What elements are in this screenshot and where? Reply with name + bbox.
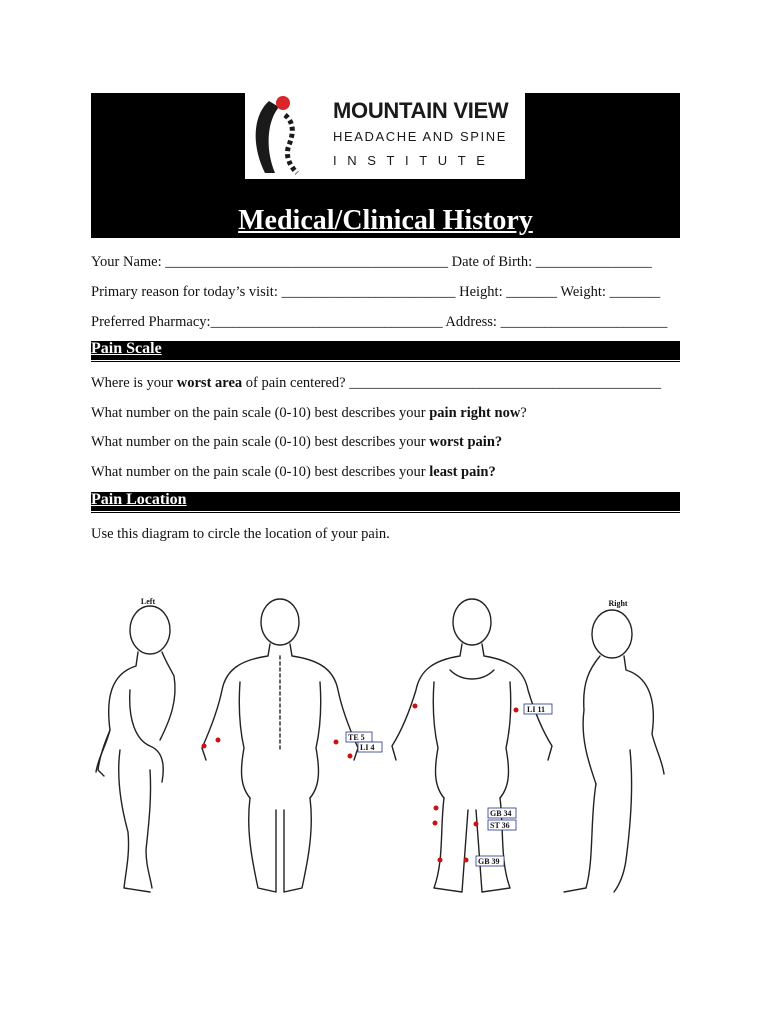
body-diagram[interactable] [90, 570, 670, 910]
diagram-instruction: Use this diagram to circle the location of your pain. [91, 526, 390, 542]
logo-institute: INSTITUTE [333, 153, 496, 168]
label-gb34: GB 34 [490, 809, 512, 818]
label-li4: LI 4 [360, 743, 375, 752]
label-st36: ST 36 [490, 821, 510, 830]
right-side-label: Right [608, 599, 628, 608]
left-profile-figure [96, 606, 175, 892]
q3-bold: worst pain? [429, 434, 503, 450]
label-gb39: GB 39 [478, 857, 500, 866]
least-pain-question [91, 464, 496, 481]
right-profile-figure [564, 610, 664, 892]
pain-location-rule [91, 510, 680, 513]
q1-text: Where is your [91, 375, 177, 391]
pain-scale-rule [91, 359, 680, 362]
worst-area-question[interactable] [91, 375, 661, 392]
q2-bold: pain right now [429, 405, 521, 421]
header-banner [91, 93, 680, 238]
logo [245, 93, 525, 179]
reason-height-weight-field[interactable]: Primary reason for today’s visit: ________________________ Height: _______ Weight: _______ [91, 284, 661, 300]
front-view-figure [392, 599, 552, 892]
pain-scale-heading-text: Pain Scale [91, 340, 162, 357]
page-title: Medical/Clinical History [238, 205, 533, 236]
back-view-figure [202, 599, 358, 892]
pain-now-question [91, 405, 527, 422]
q4-bold: least pain? [429, 464, 496, 480]
q2-end: ? [520, 405, 527, 421]
name-dob-field[interactable]: Your Name: _______________________________________ Date of Birth: ________________ [91, 254, 652, 270]
logo-subtitle: HEADACHE AND SPINE [333, 129, 508, 144]
pharmacy-address-field[interactable]: Preferred Pharmacy:________________________________ Address: _______________________ [91, 314, 668, 330]
q3-text: What number on the pain scale (0-10) best describes your [91, 434, 430, 450]
q1-blank: of pain centered? ___________________________________________ [242, 375, 661, 391]
logo-name: MOUNTAIN VIEW [333, 98, 509, 123]
q4-text: What number on the pain scale (0-10) best describes your [91, 464, 430, 480]
q1-bold: worst area [176, 375, 243, 391]
label-li11: LI 11 [527, 705, 546, 714]
q2-text: What number on the pain scale (0-10) best describes your [91, 405, 430, 421]
pain-scale-heading [91, 341, 680, 359]
worst-pain-question [91, 434, 502, 451]
spine-logo-icon [245, 93, 331, 179]
pain-location-heading-text: Pain Location [91, 491, 187, 508]
left-side-label: Left [140, 597, 156, 606]
pain-location-heading [91, 492, 680, 510]
label-te5: TE 5 [348, 733, 365, 742]
